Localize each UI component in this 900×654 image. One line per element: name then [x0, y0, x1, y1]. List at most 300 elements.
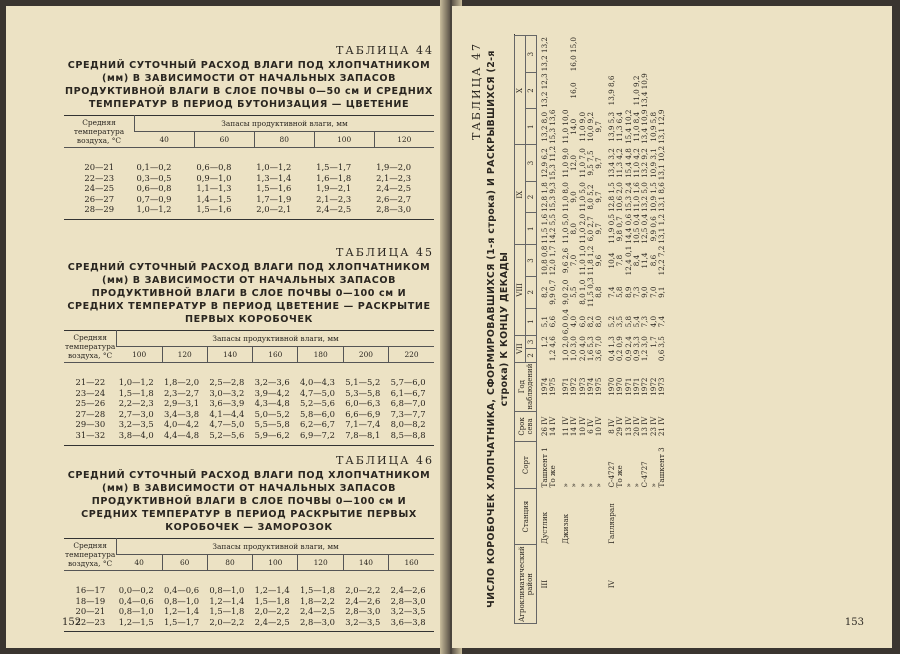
- temperature-cell: 21—22: [75, 377, 106, 387]
- month-header: VII: [515, 335, 526, 362]
- zone-cell: [558, 545, 570, 624]
- value-cell: 14,0: [569, 118, 579, 135]
- sowing-cell: 20 IV: [632, 416, 642, 437]
- value-cell: 9,5 7,5: [586, 150, 596, 176]
- sowing-cell: 14 IV: [569, 416, 579, 437]
- value-cell: [658, 36, 666, 72]
- station-cell: [549, 488, 557, 544]
- variety-cell: »: [569, 483, 579, 488]
- value-cell: 12,9 6,2: [540, 148, 549, 178]
- value-cell: 8,2: [586, 315, 596, 328]
- station-cell: [658, 488, 666, 544]
- sowing-cell: 8 IV: [606, 418, 616, 434]
- value-cell: 4,7—5,0: [299, 387, 335, 398]
- value-cell: 10,0 9,2: [586, 111, 596, 142]
- month-header: X: [515, 36, 526, 145]
- value-cell: 5,5: [569, 286, 579, 298]
- value-cell: 2,4—2,5: [316, 204, 352, 215]
- column-header: 80: [254, 132, 314, 148]
- value-cell: 12,0: [569, 155, 579, 172]
- value-cell: 11,0 8,0: [560, 182, 570, 212]
- value-cell: 4,4—4,8: [164, 429, 200, 440]
- value-cell: 1,7: [648, 336, 658, 348]
- value-cell: 10,9 1,5: [648, 182, 658, 212]
- station-header: Станция: [515, 488, 537, 544]
- table-row: [64, 398, 434, 409]
- value-cell: 5,7—6,0: [390, 377, 426, 387]
- temperature-cell: 27—28: [75, 408, 106, 419]
- value-cell: 0,6—0,8: [196, 162, 232, 172]
- value-cell: 10,5 0,4: [632, 213, 642, 244]
- value-cell: 8,0: [594, 315, 604, 328]
- value-cell: 9,6: [594, 254, 604, 267]
- value-cell: 10,4: [606, 252, 616, 269]
- temperature-cell: 23—24: [75, 387, 106, 398]
- year-cell: 1970: [606, 377, 616, 396]
- value-cell: 13,9 8,6: [606, 75, 616, 106]
- value-cell: 2,7—3,0: [118, 408, 154, 419]
- value-cell: 9,9 0,6: [648, 216, 658, 242]
- value-cell: 10,9 3,1: [648, 148, 658, 178]
- value-cell: 2,4—2,5: [376, 183, 412, 194]
- value-cell: 5,1: [540, 315, 549, 328]
- sowing-cell: 13 IV: [623, 416, 633, 437]
- value-cell: 5,3—5,8: [345, 387, 381, 398]
- value-cell: 11,5 1,6: [540, 213, 549, 244]
- variety-cell: Ташкент 1: [540, 447, 549, 488]
- value-cell: 13,2 9,2: [640, 148, 650, 178]
- value-cell: 0,7—0,9: [136, 193, 172, 204]
- value-cell: [595, 36, 603, 72]
- table-row: [64, 183, 434, 194]
- table-row: [64, 363, 434, 388]
- data-table: [64, 115, 434, 220]
- value-cell: 10,6 2,0: [615, 182, 625, 212]
- value-cell: 6,1—6,7: [390, 387, 426, 398]
- value-cell: 2,0—2,2: [345, 585, 381, 595]
- value-cell: 3,2—3,5: [390, 606, 426, 617]
- sowing-cell: 23 IV: [648, 416, 658, 437]
- table-row: [64, 617, 434, 632]
- value-cell: 11,0 7,0: [577, 148, 587, 178]
- variety-cell: »: [594, 483, 604, 488]
- value-cell: 1,2—1,4: [254, 585, 290, 595]
- table-row: [64, 388, 434, 399]
- value-cell: 4,3—4,8: [254, 398, 290, 409]
- value-cell: 12,4 0,1: [623, 245, 633, 276]
- month-header: IX: [515, 145, 526, 245]
- group-header: Запасы продуктивной влаги, мм: [117, 539, 434, 555]
- temp-header: Средняя температура воздуха, °С: [64, 116, 135, 148]
- column-header: 160: [253, 347, 298, 363]
- year-cell: 1971: [632, 377, 642, 396]
- column-header: 60: [162, 555, 207, 571]
- zone-cell: [549, 545, 557, 624]
- table-44-block: [64, 44, 434, 220]
- decade-header: 2: [526, 181, 537, 213]
- year-cell: 1971: [560, 377, 570, 396]
- zone-cell: [587, 545, 595, 624]
- column-header: 60: [194, 132, 254, 148]
- value-cell: 1,5—1,6: [196, 204, 232, 215]
- value-cell: 5,5—5,8: [254, 419, 290, 430]
- table-45-block: [64, 246, 434, 446]
- value-cell: 1,0—1,2: [136, 204, 172, 215]
- temperature-cell: 22—23: [84, 172, 115, 183]
- value-cell: 9,7: [594, 223, 604, 235]
- value-cell: 9,1: [657, 286, 667, 298]
- value-cell: [650, 36, 658, 72]
- value-cell: 0,8—1,0: [118, 606, 154, 617]
- value-cell: [616, 36, 624, 72]
- table-46-block: [64, 454, 434, 632]
- value-cell: 8,5—8,8: [390, 429, 426, 440]
- value-cell: 11,0 2,0: [577, 213, 587, 244]
- value-cell: 2,0: [577, 349, 587, 362]
- table-title: СРЕДНИЙ СУТОЧНЫЙ РАСХОД ВЛАГИ ПОД ХЛОПЧАТНИКОМ (мм) В ЗАВИСИМОСТИ ОТ НАЧАЛЬНЫХ ЗАПАСОВ ПРОДУКТИВНОЙ ВЛАГИ В СЛОЕ ПОЧВЫ 0—50 см И СРЕДНИХ ТЕМПЕРАТУР В ПЕРИОД БУТОНИЗАЦИЯ — ЦВЕТЕНИЕ: [64, 60, 434, 110]
- value-cell: 2,1—2,3: [316, 193, 352, 204]
- station-cell: Дустлик: [540, 511, 549, 544]
- value-cell: 4,7—5,0: [209, 419, 245, 430]
- variety-cell: »: [560, 483, 570, 488]
- temperature-cell: 16—17: [75, 585, 106, 595]
- decade-header: 2: [526, 72, 537, 108]
- value-cell: 1,3: [606, 336, 616, 348]
- station-cell: [641, 488, 649, 544]
- sowing-cell: 10 IV: [577, 416, 587, 437]
- value-cell: 6,0—6,3: [345, 398, 381, 409]
- value-cell: 5,3: [586, 336, 596, 348]
- zone-cell: [658, 545, 666, 624]
- value-cell: 11,0 5,0: [577, 182, 587, 212]
- value-cell: 1,2—1,4: [209, 595, 245, 606]
- value-cell: 1,2—1,5: [118, 616, 154, 627]
- value-cell: 4,0: [577, 336, 587, 348]
- value-cell: 0,6—0,8: [136, 183, 172, 194]
- left-page: [6, 6, 446, 648]
- variety-cell: »: [648, 483, 658, 488]
- value-cell: 12,5 0,4: [640, 213, 650, 244]
- value-cell: 5,4: [632, 315, 642, 328]
- group-header: Запасы продуктивной влаги, мм: [117, 331, 434, 347]
- table-row: [64, 419, 434, 430]
- variety-cell: »: [632, 483, 642, 488]
- table-row: [595, 34, 603, 624]
- value-cell: [616, 72, 624, 108]
- table-row: [64, 173, 434, 184]
- value-cell: 2,8—3,0: [390, 595, 426, 606]
- table-row: [64, 606, 434, 617]
- value-cell: 12,2 7,2: [657, 245, 667, 276]
- value-cell: 2,0—2,2: [209, 616, 245, 627]
- temperature-cell: 20—21: [84, 162, 115, 172]
- value-cell: 3,6—3,8: [390, 616, 426, 627]
- value-cell: [658, 72, 666, 108]
- value-cell: 1,8—2,0: [164, 377, 200, 387]
- value-cell: 9,7: [594, 121, 604, 133]
- value-cell: 1,2: [540, 336, 549, 348]
- value-cell: 5,2—5,6: [299, 398, 335, 409]
- decade-header: 3: [526, 145, 537, 181]
- column-header: 120: [298, 555, 343, 571]
- variety-cell: То же: [548, 465, 558, 488]
- page-number-left: 152: [62, 617, 82, 628]
- value-cell: 3,6—3,9: [209, 398, 245, 409]
- value-cell: 1,5—1,8: [209, 606, 245, 617]
- value-cell: 8,8: [594, 286, 604, 298]
- value-cell: 0,3—0,5: [136, 172, 172, 183]
- station-cell: [616, 488, 624, 544]
- value-cell: 8,4: [632, 254, 642, 267]
- value-cell: 1,8—2,2: [299, 595, 335, 606]
- value-cell: 1,2—1,4: [164, 606, 200, 617]
- value-cell: 0,9: [615, 336, 625, 348]
- value-cell: 2,4—2,6: [345, 595, 381, 606]
- value-cell: 1,5—1,7: [316, 162, 352, 172]
- decade-header: 2: [526, 349, 537, 362]
- right-page: [452, 6, 892, 648]
- column-header: 80: [207, 555, 252, 571]
- value-cell: 13,1 1,2: [657, 213, 667, 244]
- value-cell: 3,3: [632, 336, 642, 348]
- column-header: 200: [343, 347, 388, 363]
- value-cell: 7,3: [632, 286, 642, 298]
- zone-cell: III: [540, 579, 549, 589]
- data-table: [514, 34, 667, 624]
- value-cell: 12,8 1,5: [606, 182, 616, 212]
- column-header-row: [64, 347, 434, 363]
- value-cell: 11,4: [640, 252, 650, 269]
- value-cell: 15,4 10,2: [623, 109, 633, 144]
- variety-cell: Ташкент 3: [657, 447, 667, 488]
- value-cell: 13,9 5,3: [606, 111, 616, 142]
- value-cell: 13,4 3,2: [606, 148, 616, 178]
- value-cell: 6,8—7,0: [390, 398, 426, 409]
- temperature-cell: 31—32: [75, 429, 106, 440]
- value-cell: 1,2: [640, 349, 650, 362]
- value-cell: 5,8: [623, 315, 633, 328]
- value-cell: [650, 72, 658, 108]
- value-cell: [625, 36, 633, 72]
- variety-cell: С-4727: [606, 461, 616, 488]
- value-cell: 13,1 12,9: [657, 109, 667, 144]
- value-cell: 9,6 2,6: [560, 247, 570, 274]
- value-cell: 2,3—2,7: [164, 387, 200, 398]
- value-cell: 9,0: [569, 191, 579, 203]
- sowing-cell: 14 IV: [548, 416, 558, 437]
- year-cell: 1973: [657, 377, 667, 396]
- value-cell: 3,5: [657, 336, 667, 348]
- value-cell: 1,4—1,5: [196, 193, 232, 204]
- month-header: VIII: [515, 245, 526, 336]
- value-cell: 1,2: [548, 349, 558, 362]
- table-row: [549, 34, 557, 624]
- value-cell: 7,4: [606, 286, 616, 298]
- variety-cell: »: [586, 483, 596, 488]
- column-header: 160: [389, 555, 434, 571]
- sowing-cell: 13 IV: [640, 416, 650, 437]
- value-cell: 15,4 4,8: [623, 148, 633, 178]
- value-cell: 7,8—8,1: [345, 429, 381, 440]
- value-cell: 11,0 9,0: [560, 148, 570, 178]
- value-cell: 9,0: [640, 286, 650, 298]
- value-cell: 2,0—2,2: [254, 606, 290, 617]
- value-cell: 2,5—2,8: [209, 377, 245, 387]
- value-cell: 15,3 13,6: [548, 109, 558, 144]
- value-cell: 5,8—6,0: [299, 408, 335, 419]
- value-cell: 2,6—2,7: [376, 193, 412, 204]
- value-cell: 6,9—7,2: [299, 429, 335, 440]
- value-cell: 11,0 1,0: [577, 245, 587, 276]
- temperature-cell: 29—30: [75, 419, 106, 430]
- sowing-cell: 6 IV: [586, 418, 596, 434]
- value-cell: 11,0 10,0: [560, 109, 570, 144]
- value-cell: 0,8—1,0: [209, 585, 245, 595]
- column-header: 140: [343, 555, 388, 571]
- value-cell: 0,2: [615, 349, 625, 362]
- value-cell: [604, 34, 616, 36]
- value-cell: 3,5: [615, 315, 625, 328]
- value-cell: 2,8—3,0: [376, 204, 412, 215]
- value-cell: 1,5—1,8: [299, 585, 335, 595]
- value-cell: [549, 36, 557, 72]
- temperature-cell: 18—19: [75, 595, 106, 606]
- value-cell: 3,8—4,0: [118, 429, 154, 440]
- decade-header: 3: [526, 36, 537, 72]
- value-cell: 2,8—3,0: [345, 606, 381, 617]
- value-cell: 1,0: [569, 349, 579, 362]
- value-cell: 9,9 0,7: [548, 279, 558, 305]
- value-cell: 9,8 0,7: [615, 216, 625, 242]
- zone-cell: [633, 545, 641, 624]
- year-cell: 1972: [648, 377, 658, 396]
- temperature-cell: 20—21: [75, 606, 106, 617]
- value-cell: 13,1 8,6: [657, 182, 667, 212]
- column-header: 120: [162, 347, 207, 363]
- value-cell: 8,0 5,2: [586, 184, 596, 210]
- year-cell: 1974: [540, 377, 549, 396]
- value-cell: 0,9—1,0: [196, 172, 232, 183]
- column-header: 40: [135, 132, 195, 148]
- value-cell: 3,6: [594, 349, 604, 362]
- value-cell: 1,9—2,0: [376, 162, 412, 172]
- value-cell: 3,2—3,6: [254, 377, 290, 387]
- variety-cell: »: [623, 483, 633, 488]
- value-cell: 0,9: [623, 349, 633, 362]
- variety-cell: С-4727: [640, 461, 650, 488]
- value-cell: [641, 34, 649, 36]
- value-cell: 7,8: [615, 254, 625, 267]
- station-cell: [625, 488, 633, 544]
- page-number-right: 153: [844, 617, 864, 628]
- value-cell: 6,0 0,4: [560, 309, 570, 335]
- value-cell: 0,0—0,2: [118, 585, 154, 595]
- value-cell: 7,3: [640, 315, 650, 328]
- year-cell: 1970: [615, 377, 625, 396]
- value-cell: [587, 72, 595, 108]
- zone-cell: [650, 545, 658, 624]
- value-cell: 4,1—4,4: [209, 408, 245, 419]
- temperature-cell: 24—25: [84, 183, 115, 194]
- value-cell: 3,2—3,5: [118, 419, 154, 430]
- column-header: 100: [253, 555, 298, 571]
- year-cell: 1975: [594, 377, 604, 396]
- value-cell: 4,0: [648, 315, 658, 328]
- value-cell: 1,5—1,6: [256, 183, 292, 194]
- value-cell: 15,3 2,4: [623, 182, 633, 212]
- temp-header: Средняя температура воздуха, °С: [64, 539, 117, 571]
- zone-cell: [641, 545, 649, 624]
- table-number: ТАБЛИЦА 45: [336, 246, 434, 259]
- value-cell: 2,1—2,3: [376, 172, 412, 183]
- value-cell: 7,3—7,7: [390, 408, 426, 419]
- temperature-cell: 28—29: [84, 204, 115, 215]
- value-cell: 11,0 5,0: [560, 213, 570, 244]
- value-cell: 0,6: [657, 349, 667, 362]
- value-cell: 1,3—1,4: [256, 172, 292, 183]
- value-cell: 11,0 9,0: [577, 111, 587, 142]
- column-header: 180: [298, 347, 343, 363]
- table-number: ТАБЛИЦА 44: [336, 44, 434, 57]
- value-cell: 1,5—1,8: [254, 595, 290, 606]
- column-header: 40: [117, 555, 162, 571]
- year-cell: 1973: [577, 377, 587, 396]
- value-cell: 6,0 2,7: [586, 216, 596, 242]
- year-cell: 1972: [569, 377, 579, 396]
- value-cell: [604, 36, 616, 72]
- zone-cell: [570, 545, 578, 624]
- sowing-cell: 26 IV: [540, 416, 549, 437]
- value-cell: 5,8: [615, 286, 625, 298]
- value-cell: 4,0—4,3: [299, 377, 335, 387]
- value-cell: 3,0: [569, 336, 579, 348]
- value-cell: 1,7—1,9: [256, 193, 292, 204]
- value-cell: 11,3 6,4: [615, 111, 625, 142]
- value-cell: 4,0—4,2: [164, 419, 200, 430]
- value-cell: 2,0—2,1: [256, 204, 292, 215]
- value-cell: 11,9 0,5: [606, 213, 616, 244]
- value-cell: 0,1—0,2: [136, 162, 172, 172]
- value-cell: 9,0 2,0: [560, 279, 570, 305]
- value-cell: 6,6: [548, 315, 558, 328]
- value-cell: 12,0 1,7: [548, 245, 558, 276]
- value-cell: 3,0: [640, 336, 650, 348]
- value-cell: 3,0—3,2: [209, 387, 245, 398]
- temperature-cell: 25—26: [75, 398, 106, 409]
- value-cell: 9,7: [594, 157, 604, 169]
- table-row: [658, 34, 666, 624]
- table-row: [64, 596, 434, 607]
- value-cell: 2,9—3,1: [164, 398, 200, 409]
- value-cell: 8,9: [623, 286, 633, 298]
- value-cell: 10,8 0,8: [540, 245, 549, 276]
- table-47-rotated: [470, 34, 870, 624]
- column-header: 220: [389, 347, 434, 363]
- table-row: [64, 571, 434, 596]
- temperature-cell: 26—27: [84, 193, 115, 204]
- table-row: [64, 409, 434, 420]
- value-cell: 8,0: [569, 223, 579, 235]
- column-header: 100: [117, 347, 162, 363]
- sowing-cell: 21 IV: [657, 416, 667, 437]
- column-header: 120: [374, 132, 434, 148]
- value-cell: 1,9—2,1: [316, 183, 352, 194]
- station-cell: [595, 488, 603, 544]
- value-cell: 2,4: [623, 336, 633, 348]
- value-cell: 14,4 0,6: [623, 213, 633, 244]
- value-cell: 8,6: [648, 254, 658, 267]
- decade-header: 3: [526, 335, 537, 348]
